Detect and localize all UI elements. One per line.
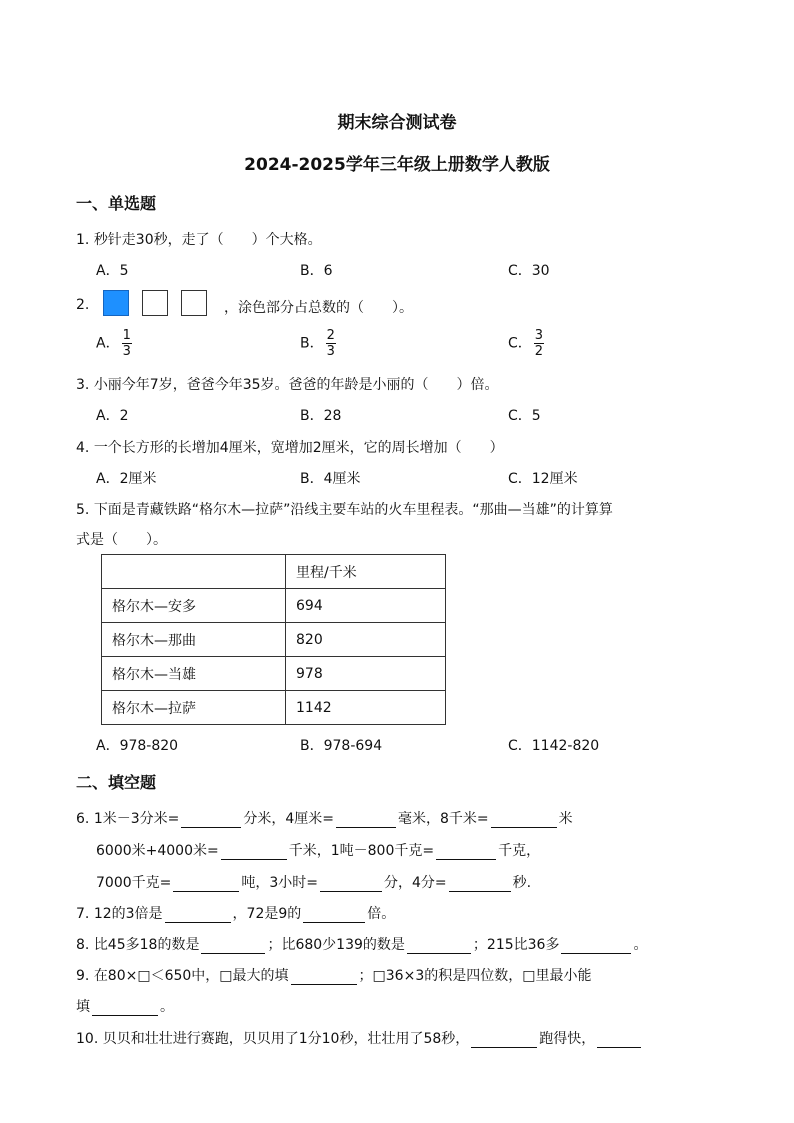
question-9-line2: 填 。 bbox=[76, 999, 174, 1015]
question-3 bbox=[76, 374, 499, 394]
table-cell: 格尔木—安多 bbox=[102, 589, 286, 623]
empty-square bbox=[142, 290, 168, 316]
option-b: B．6 bbox=[300, 263, 333, 279]
table-cell: 1142 bbox=[286, 691, 446, 725]
option-a: A．2厘米 bbox=[96, 471, 157, 487]
option-c: C．12厘米 bbox=[508, 471, 578, 487]
option-c: C．1142-820 bbox=[508, 738, 600, 754]
question-7: 7. 12的3倍是 ，72是9的 倍。 bbox=[76, 906, 396, 922]
page-subtitle: 2024-2025学年三年级上册数学人教版 bbox=[244, 155, 550, 175]
option-b: B． $\frac{2}{3}$ bbox=[300, 328, 335, 359]
empty-square bbox=[181, 290, 207, 316]
option-c: C． $\frac{3}{2}$ bbox=[508, 328, 544, 359]
question-5 bbox=[76, 499, 613, 519]
question-number: 3. bbox=[76, 377, 90, 393]
option-a: A．978-820 bbox=[96, 738, 179, 754]
question-6-line2: 6000米+4000米= 千米，1吨－800千克= 千克， bbox=[96, 843, 541, 859]
question-10: 10. 贝贝和壮壮进行赛跑，贝贝用了1分10秒，壮壮用了58秒， 跑得快， bbox=[76, 1028, 643, 1048]
table-row bbox=[102, 589, 446, 623]
answer-blank[interactable] bbox=[561, 939, 631, 954]
table-header-row bbox=[102, 555, 446, 589]
question-text: 一个长方形的长增加4厘米，宽增加2厘米，它的周长增加（ ） bbox=[93, 440, 504, 456]
question-text: 下面是青藏铁路“格尔木—拉萨”沿线主要车站的火车里程表。“那曲—当雄”的计算算 bbox=[93, 502, 613, 518]
option-b: B．4厘米 bbox=[300, 471, 361, 487]
table-cell: 格尔木—那曲 bbox=[102, 623, 286, 657]
option-b: B．28 bbox=[300, 408, 342, 424]
table-cell: 694 bbox=[286, 589, 446, 623]
answer-blank[interactable] bbox=[201, 939, 265, 954]
answer-blank[interactable] bbox=[336, 813, 396, 828]
answer-blank[interactable] bbox=[92, 1001, 158, 1016]
option-c: C．30 bbox=[508, 263, 550, 279]
question-number: 4. bbox=[76, 440, 90, 456]
option-a: A． $\frac{1}{3}$ bbox=[96, 328, 131, 359]
question-2-number: 2. bbox=[76, 297, 90, 313]
question-5-line2: 式是（ ）。 bbox=[76, 532, 167, 548]
table-cell: 978 bbox=[286, 657, 446, 691]
answer-blank[interactable] bbox=[449, 877, 511, 892]
question-6: 6. 1米－3分米= 分米，4厘米= 毫米，8千米= 米 bbox=[76, 811, 573, 827]
table-cell bbox=[102, 555, 286, 589]
option-b: B．978-694 bbox=[300, 738, 383, 754]
answer-blank[interactable] bbox=[597, 1033, 641, 1048]
table-cell: 格尔木—拉萨 bbox=[102, 691, 286, 725]
question-text: 秒针走30秒，走了（ ）个大格。 bbox=[93, 232, 322, 248]
question-8: 8. 比45多18的数是 ；比680少139的数是 ；215比36多 。 bbox=[76, 937, 648, 953]
table-cell: 里程/千米 bbox=[286, 555, 446, 589]
answer-blank[interactable] bbox=[407, 939, 471, 954]
answer-blank[interactable] bbox=[491, 813, 557, 828]
shaded-square bbox=[103, 290, 129, 316]
table-row bbox=[102, 657, 446, 691]
question-number: 1. bbox=[76, 232, 90, 248]
answer-blank[interactable] bbox=[221, 845, 287, 860]
question-4 bbox=[76, 437, 504, 457]
answer-blank[interactable] bbox=[165, 908, 231, 923]
option-a: A．2 bbox=[96, 408, 129, 424]
mileage-table bbox=[101, 554, 446, 725]
question-6-line3: 7000千克= 吨，3小时= 分，4分= 秒. bbox=[96, 875, 532, 891]
table-row bbox=[102, 623, 446, 657]
question-number: 5. bbox=[76, 502, 90, 518]
table-cell: 820 bbox=[286, 623, 446, 657]
answer-blank[interactable] bbox=[173, 877, 239, 892]
option-a: A．5 bbox=[96, 263, 129, 279]
section-heading-single-choice: 一、单选题 bbox=[76, 194, 157, 213]
section-heading-fill-blank: 二、填空题 bbox=[76, 773, 157, 792]
question-2-text: ，涂色部分占总数的（ ）。 bbox=[224, 300, 413, 316]
option-c: C．5 bbox=[508, 408, 541, 424]
answer-blank[interactable] bbox=[320, 877, 382, 892]
answer-blank[interactable] bbox=[291, 970, 357, 985]
question-1 bbox=[76, 229, 322, 249]
question-text: 小丽今年7岁，爸爸今年35岁。爸爸的年龄是小丽的（ ）倍。 bbox=[93, 377, 499, 393]
question-9: 9. 在80×□＜650中，□最大的填 ；□36×3的积是四位数，□里最小能 bbox=[76, 968, 592, 984]
answer-blank[interactable] bbox=[181, 813, 241, 828]
answer-blank[interactable] bbox=[303, 908, 365, 923]
table-row bbox=[102, 691, 446, 725]
answer-blank[interactable] bbox=[436, 845, 496, 860]
answer-blank[interactable] bbox=[471, 1033, 537, 1048]
table-cell: 格尔木—当雄 bbox=[102, 657, 286, 691]
page-title: 期末综合测试卷 bbox=[337, 113, 457, 133]
